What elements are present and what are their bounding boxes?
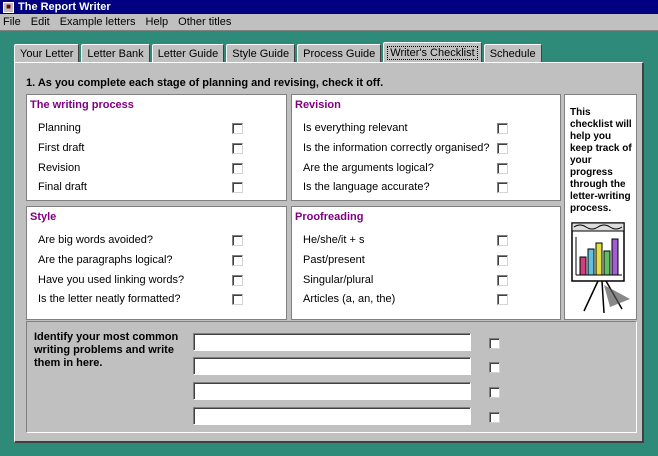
tab-label: Letter Bank	[87, 47, 144, 60]
tab-letter-bank[interactable]	[81, 44, 149, 62]
section-proofreading	[291, 206, 561, 320]
item-label: He/she/it + s	[303, 234, 365, 246]
side-note-text: This checklist will help you keep track of your progress through the letter-writing process.	[570, 107, 632, 214]
window-title: The Report Writer	[18, 1, 111, 13]
problem-checkbox-3[interactable]	[489, 387, 500, 398]
item-checkbox[interactable]	[497, 255, 508, 266]
checklist-item	[303, 274, 560, 288]
tab-strip	[14, 42, 544, 62]
item-checkbox[interactable]	[232, 143, 243, 154]
chart-easel-icon	[570, 219, 634, 314]
tab-label: Letter Guide	[157, 47, 219, 60]
problem-field-1[interactable]	[193, 333, 471, 351]
checklist-item	[38, 162, 286, 176]
checklist-item	[38, 234, 286, 248]
checklist-item	[38, 122, 286, 136]
menu-edit[interactable]: Edit	[30, 16, 50, 28]
item-checkbox[interactable]	[232, 235, 243, 246]
item-checkbox[interactable]	[232, 182, 243, 193]
checklist-item	[38, 293, 286, 307]
checklist-item	[303, 234, 560, 248]
tab-label: Writer's Checklist	[387, 46, 477, 60]
item-checkbox[interactable]	[497, 143, 508, 154]
item-checkbox[interactable]	[232, 163, 243, 174]
item-label: Revision	[38, 162, 81, 174]
menu-example-letters[interactable]: Example letters	[59, 16, 136, 28]
problem-field-4[interactable]	[193, 407, 471, 425]
item-label: Singular/plural	[303, 274, 374, 286]
section-title: Style	[30, 211, 57, 223]
item-checkbox[interactable]	[497, 235, 508, 246]
item-label: Past/present	[303, 254, 365, 266]
item-label: Is the information correctly organised?	[303, 142, 490, 154]
item-label: First draft	[38, 142, 85, 154]
tab-label: Schedule	[489, 47, 536, 60]
side-note-panel	[564, 94, 637, 320]
menu-bar	[0, 14, 658, 31]
section-style	[26, 206, 287, 320]
item-checkbox[interactable]	[232, 123, 243, 134]
tab-your-letter[interactable]	[14, 44, 79, 62]
item-label: Planning	[38, 122, 81, 134]
problem-checkbox-2[interactable]	[489, 362, 500, 373]
menu-file[interactable]: File	[3, 16, 21, 28]
item-label: Are the arguments logical?	[303, 162, 434, 174]
tab-letter-guide[interactable]	[152, 44, 225, 62]
item-label: Final draft	[38, 181, 87, 193]
item-checkbox[interactable]	[497, 294, 508, 305]
checklist-item	[38, 181, 286, 195]
item-label: Articles (a, an, the)	[303, 293, 396, 305]
tab-writers-checklist[interactable]	[383, 42, 481, 62]
checklist-heading: 1. As you complete each stage of planning and revising, check it off.	[26, 77, 384, 89]
tab-label: Your Letter	[20, 47, 74, 60]
item-label: Is the language accurate?	[303, 181, 430, 193]
problem-field-2[interactable]	[193, 357, 471, 375]
section-title: The writing process	[30, 99, 134, 111]
tab-style-guide[interactable]	[226, 44, 295, 62]
item-label: Is everything relevant	[303, 122, 408, 134]
checklist-item	[38, 254, 286, 268]
item-checkbox[interactable]	[497, 275, 508, 286]
item-label: Are big words avoided?	[38, 234, 153, 246]
item-checkbox[interactable]	[232, 275, 243, 286]
item-checkbox[interactable]	[497, 123, 508, 134]
problem-checkbox-4[interactable]	[489, 412, 500, 423]
problem-field-3[interactable]	[193, 382, 471, 400]
problem-checkbox-1[interactable]	[489, 338, 500, 349]
checklist-item	[303, 162, 560, 176]
checklist-item	[303, 142, 560, 156]
item-label: Are the paragraphs logical?	[38, 254, 173, 266]
checklist-item	[303, 122, 560, 136]
checklist-item	[303, 293, 560, 307]
checklist-item	[38, 142, 286, 156]
menu-other-titles[interactable]: Other titles	[178, 16, 232, 28]
problems-prompt: Identify your most common writing problems and write them in here.	[34, 331, 179, 369]
checklist-item	[303, 254, 560, 268]
tab-label: Style Guide	[232, 47, 290, 60]
tab-process-guide[interactable]	[297, 44, 381, 62]
tab-schedule[interactable]	[484, 44, 542, 62]
item-checkbox[interactable]	[232, 255, 243, 266]
section-title: Revision	[295, 99, 341, 111]
checklist-panel	[14, 62, 644, 443]
title-bar	[0, 0, 658, 14]
section-title: Proofreading	[295, 211, 364, 223]
tab-label: Process Guide	[303, 47, 376, 60]
menu-help[interactable]: Help	[145, 16, 169, 28]
item-label: Have you used linking words?	[38, 274, 185, 286]
section-revision	[291, 94, 561, 201]
item-checkbox[interactable]	[497, 182, 508, 193]
item-checkbox[interactable]	[497, 163, 508, 174]
checklist-item	[303, 181, 560, 195]
section-writing-process	[26, 94, 287, 201]
item-checkbox[interactable]	[232, 294, 243, 305]
app-icon[interactable]: ■	[3, 2, 14, 13]
item-label: Is the letter neatly formatted?	[38, 293, 181, 305]
problems-area	[26, 321, 637, 433]
checklist-item	[38, 274, 286, 288]
